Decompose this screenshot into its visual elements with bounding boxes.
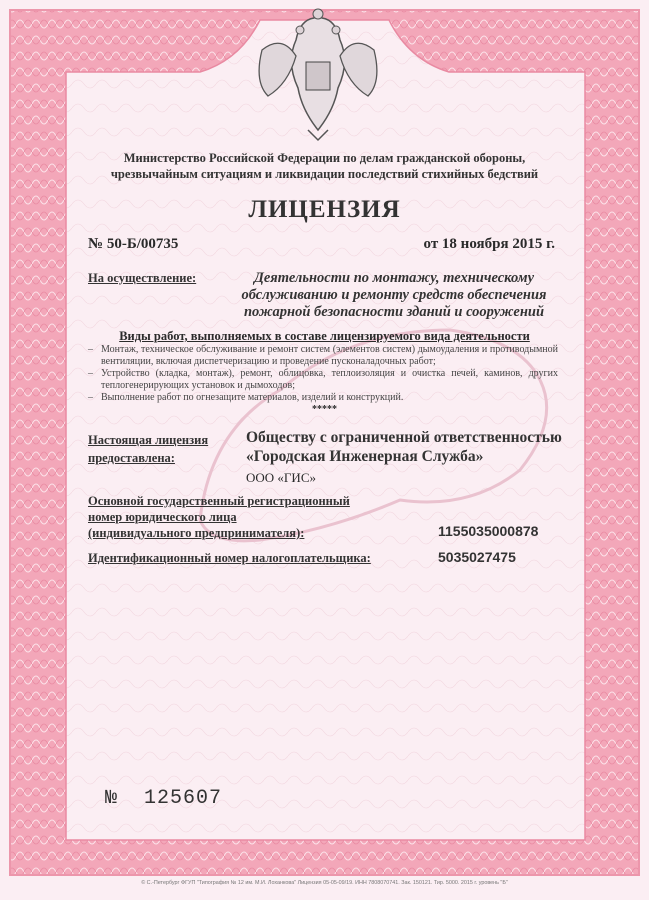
section-stars: *****: [312, 404, 337, 415]
serial-number: 125607: [144, 787, 223, 810]
ogrn-label-line-3: (индивидуального предпринимателя):: [88, 526, 305, 540]
activity-label: На осуществление:: [88, 271, 197, 285]
activity-line-2: обслуживанию и ремонту средств обеспечения: [241, 287, 547, 303]
ogrn-label-line-1: Основной государственный регистрационный: [88, 494, 350, 508]
printer-imprint: © С.-Петербург ФГУП "Типография № 12 им. М.И. Лоханкова" Лицензия 05-05-09/19. ИНН 7808070741. Зак. 150121. Тир. 5000. 2015 г. уровень "Б": [141, 880, 508, 886]
document-title: ЛИЦЕНЗИЯ: [248, 196, 401, 223]
works-list: [88, 344, 558, 404]
activity-line-1: Деятельности по монтажу, техническому: [253, 270, 535, 286]
work-item-2: – Устройство (кладка, монтаж), ремонт, облицовка, теплоизоляция и очистка печей, каминов, других теплогенерирующих установок и дымоходов;: [88, 368, 558, 391]
work-item-3: – Выполнение работ по огнезащите материалов, изделий и конструкций.: [88, 392, 404, 403]
holder-label: [88, 431, 208, 467]
holder-name-line-2: «Городская Инженерная Служба»: [246, 448, 484, 465]
work-item-1: – Монтаж, техническое обслуживание и ремонт систем (элементов систем) дымоудаления и противодымной вентиляции, включая диспетчеризацию и проведение пусконаладочных работ;: [88, 344, 558, 367]
works-heading: Виды работ, выполняемых в составе лицензируемого вида деятельности: [119, 329, 530, 343]
activity-description: [228, 270, 560, 321]
ogrn-label-line-2: номер юридического лица: [88, 510, 237, 524]
holder-name-line-1: Обществу с ограниченной ответственностью: [246, 429, 562, 446]
ogrn-value: 1155035000878: [438, 523, 539, 539]
license-date: от 18 ноября 2015 г.: [423, 236, 555, 252]
license-number: № 50-Б/00735: [88, 236, 179, 252]
activity-line-3: пожарной безопасности зданий и сооружений: [243, 304, 545, 320]
inn-value: 5035027475: [438, 549, 516, 565]
holder-label-line-1: Настоящая лицензия: [88, 433, 209, 447]
ministry-line-1: Министерство Российской Федерации по делам гражданской обороны,: [123, 151, 526, 165]
holder-name: [246, 428, 562, 466]
ministry-line-2: чрезвычайным ситуациям и ликвидации последствий стихийных бедствий: [110, 167, 539, 181]
serial-prefix: №: [105, 787, 119, 810]
ministry-name: [60, 150, 589, 182]
inn-label: Идентификационный номер налогоплательщика:: [88, 551, 371, 565]
holder-short-name: ООО «ГИС»: [246, 470, 316, 485]
blank-serial-number: [105, 787, 222, 810]
holder-label-line-2: предоставлена:: [88, 451, 175, 465]
ogrn-label: [88, 493, 350, 541]
